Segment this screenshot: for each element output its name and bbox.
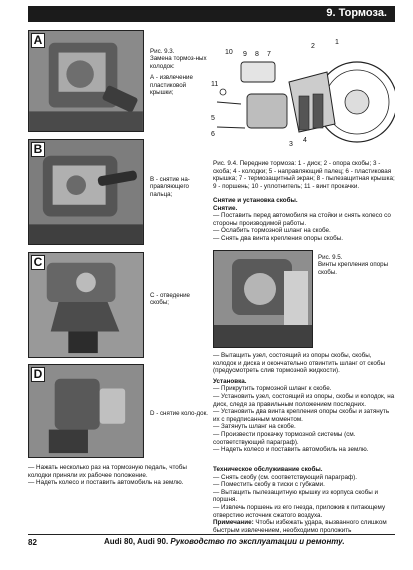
fig95-title: Рис. 9.5.	[318, 254, 343, 261]
section3-note	[213, 519, 395, 534]
section3-line: — Поместить скобу в тиски с губками.	[213, 481, 325, 489]
photo-fig95-image	[214, 251, 313, 348]
diagram-label-1: 1	[335, 39, 339, 46]
diagram-label-8: 8	[255, 51, 259, 58]
install-line: — Установить узел, состоящий из опоры, скобы и колодок, на диск, следя за правильным положением последних.	[213, 392, 395, 408]
diagram-label-5: 5	[211, 115, 215, 122]
footer-title-plain: Audi 80, Audi 90.	[104, 537, 169, 546]
section3-line: — Снять скобу (см. соответствующий параграф).	[213, 473, 357, 481]
diagram-label-11: 11	[211, 81, 219, 88]
fig93-sub-a: А - извлечение пластиковой крышки;	[150, 74, 193, 97]
fig93-caption-c	[150, 292, 210, 307]
section3-title: Техническое обслуживание скобы.	[213, 466, 323, 473]
install-line: — Затянуть шланг на скобе.	[213, 423, 296, 431]
install-title: Установка.	[213, 377, 247, 385]
section-removal	[213, 197, 395, 243]
section1-line: — Ослабить тормозной шланг на скобе.	[213, 227, 331, 235]
fig93-caption-b	[150, 176, 210, 198]
page-number: 82	[28, 538, 37, 547]
install-line: — Прикрутить тормозной шланг к скобе.	[213, 385, 332, 393]
install-line: — Надеть колесо и поставить автомобиль на землю.	[213, 446, 369, 454]
fig93-title: Рис. 9.3.	[150, 48, 175, 55]
brake-exploded-diagram	[207, 32, 395, 154]
diagram-label-7: 7	[267, 51, 271, 58]
photo-letter: C	[31, 255, 45, 270]
diagram-label-2: 2	[311, 43, 315, 50]
diagram-label-9: 9	[243, 51, 247, 58]
chapter-title: 9. Тормоза.	[326, 7, 387, 19]
photo-letter: B	[31, 142, 45, 157]
left-bottom-text	[28, 464, 206, 487]
fig93-sub-d: D - снятие коло-док.	[150, 410, 209, 417]
section1-line: — Поставить перед автомобиля на стойки и снять колесо со стороны производимой работы.	[213, 212, 391, 227]
photo-b-image	[29, 140, 143, 244]
fig94-caption-text: Рис. 9.4. Передние тормоза: 1 - диск; 2 - опора скобы; 3 - скоба; 4 - колодки; 5 - направляющий палец; 6 - пластиковая крышка; 7 - термозащитный экран; 8 - пылезащитная крышка; 9 - поршень; 10 - уплотнитель; 11 - винт прокачки.	[213, 160, 395, 190]
footer-rule	[28, 534, 395, 535]
left-line: — Надеть колесо и поставить автомобиль на землю.	[28, 479, 184, 487]
fig94-caption	[213, 160, 395, 190]
photo-c	[28, 252, 144, 358]
photo-d	[28, 364, 144, 458]
left-line: — Нажать несколько раз на тормозную педаль, чтобы колодки приняли их рабочее положение.	[28, 464, 187, 479]
fig93-caption-d	[150, 410, 210, 417]
photo-fig95	[213, 250, 313, 348]
diagram-label-4: 4	[303, 137, 307, 144]
photo-d-image	[29, 365, 143, 457]
section3-line: — Извлечь поршень из его гнезда, приложив к питающему отверстию источник сжатого воздуха.	[213, 503, 386, 519]
fig95-body: Винты крепления опоры скобы.	[318, 261, 389, 276]
note-label: Примечание:	[213, 519, 254, 527]
section2-line: — Вытащить узел, состоящий из опоры скобы, скобы, колодок и диска и окончательно отвинтить шланг от скобы (предусмотреть слив тормозной жидкости).	[213, 352, 385, 375]
note-text: Чтобы избежать удара, вызванного слишком быстрым извлечением, необходимо проложить	[213, 519, 387, 534]
footer-title-italic: Руководство по эксплуатации и ремонту.	[168, 537, 345, 546]
section1-title: Снятие и установка скобы.	[213, 197, 298, 204]
fig93-body: Замена тормоз-ных колодок:	[150, 55, 207, 70]
photo-letter: A	[31, 33, 45, 48]
install-line: — Установить два винта крепления опоры скобы и затянуть их с предписанным моментом.	[213, 408, 390, 423]
photo-c-image	[29, 253, 143, 357]
footer-title	[104, 537, 345, 546]
install-line: — Произвести прокачку тормозной системы (см. соответствующий параграф).	[213, 430, 356, 446]
section-install	[213, 352, 395, 454]
diagram-label-6: 6	[211, 131, 215, 138]
photo-a	[28, 30, 144, 132]
fig93-sub-c: С - отведение скобы;	[150, 292, 190, 307]
chapter-header	[28, 6, 395, 22]
section-maintenance	[213, 466, 395, 534]
diagram-label-10: 10	[225, 49, 233, 56]
diagram-label-3: 3	[289, 141, 293, 148]
fig93-caption	[150, 48, 210, 96]
photo-letter: D	[31, 367, 45, 382]
fig95-caption	[318, 254, 396, 276]
section1-sub: Снятие.	[213, 204, 238, 212]
photo-b	[28, 139, 144, 245]
section1-line: — Снять два винта крепления опоры скобы.	[213, 234, 344, 242]
section3-line: — Вытащить пылезащитную крышку из корпуса скобы и поршня.	[213, 488, 379, 504]
fig93-sub-b: В - снятие на-правляющего пальца;	[150, 176, 190, 198]
photo-a-image	[29, 31, 143, 131]
